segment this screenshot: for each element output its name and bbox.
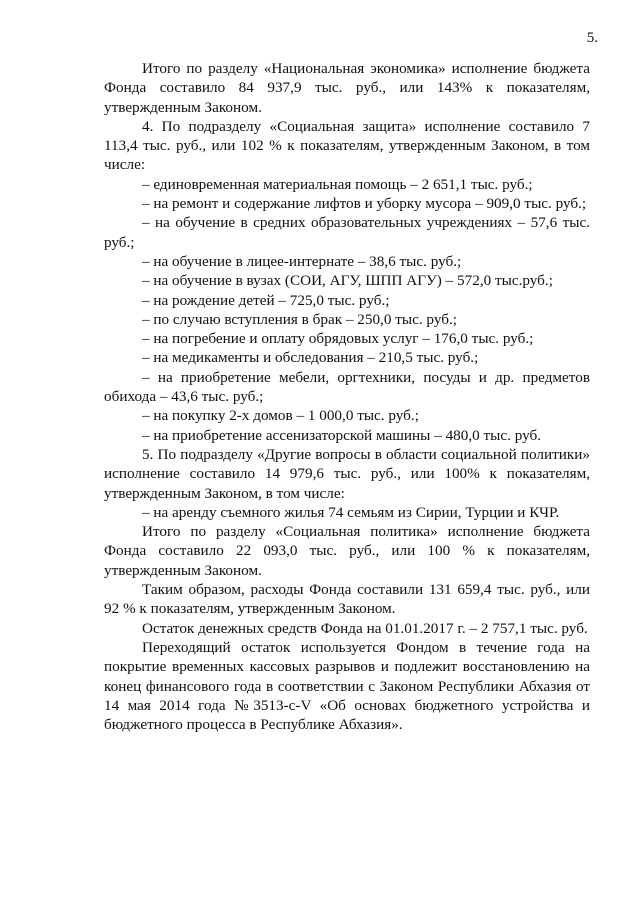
list-item: – на аренду съемного жилья 74 семьям из Сирии, Турции и КЧР. — [142, 503, 560, 521]
paragraph-fund-expenses: Таким образом, расходы Фонда составили 131 659,4 тыс. руб., или 92 % к показателям, утвержденным Законом. — [104, 581, 590, 618]
document-body — [104, 59, 590, 734]
list-item: – единовременная материальная помощь – 2 651,1 тыс. руб.; — [142, 175, 533, 193]
paragraph-carryover-balance: Переходящий остаток используется Фондом в течение года на покрытие временных кассовых разрывов и подлежит восстановлению на конец финансового года в соответствии с Законом Республики Абхазия от 14 мая 2014 года №3513-с-V «Об основах бюджетного устройства и бюджетного процесса в Республике Абхазия». — [104, 638, 590, 734]
paragraph-other-social-policy: 5. По подразделу «Другие вопросы в области социальной политики» исполнение составило 14 979,6 тыс. руб., или 100% к показателям, утвержденным Законом, в том числе: — [104, 445, 590, 502]
paragraph-social-policy-total: Итого по разделу «Социальная политика» исполнение бюджета Фонда составило 22 093,0 тыс. руб., или 100 % к показателям, утвержденным Законом. — [104, 523, 590, 579]
list-item: – на обучение в вузах (СОИ, АГУ, ШПП АГУ) – 572,0 тыс.руб.; — [142, 272, 553, 290]
list-item: – на приобретение ассенизаторской машины – 480,0 тыс. руб. — [142, 426, 542, 444]
list-item: – по случаю вступления в брак – 250,0 тыс. руб.; — [142, 310, 457, 328]
list-item: – на обучение в лицее-интернате – 38,6 тыс. руб.; — [142, 252, 462, 270]
paragraph-social-protection: 4. По подразделу «Социальная защита» исполнение составило 7 113,4 тыс. руб., или 102 % к показателям, утвержденным Законом, в том числе: — [104, 117, 590, 174]
paragraph-fund-balance: Остаток денежных средств Фонда на 01.01.2017 г. – 2 757,1 тыс. руб. — [142, 619, 588, 637]
paragraph-national-economy-total: Итого по разделу «Национальная экономика» исполнение бюджета Фонда составило 84 937,9 тыс. руб., или 143% к показателям, утвержденным Законом. — [104, 60, 590, 116]
list-item: – на покупку 2-х домов – 1 000,0 тыс. руб.; — [142, 407, 419, 425]
list-item: – на погребение и оплату обрядовых услуг – 176,0 тыс. руб.; — [142, 330, 534, 348]
page-number: 5. — [586, 30, 598, 46]
list-item: – на ремонт и содержание лифтов и уборку мусора – 909,0 тыс. руб.; — [142, 195, 587, 213]
list-item: – на рождение детей – 725,0 тыс. руб.; — [142, 291, 390, 309]
list-item: – на приобретение мебели, оргтехники, посуды и др. предметов обихода – 43,6 тыс. руб.; — [104, 368, 590, 406]
list-item: – на обучение в средних образовательных учреждениях – 57,6 тыс. руб.; — [104, 214, 590, 251]
list-item: – на медикаменты и обследования – 210,5 тыс. руб.; — [142, 349, 479, 367]
